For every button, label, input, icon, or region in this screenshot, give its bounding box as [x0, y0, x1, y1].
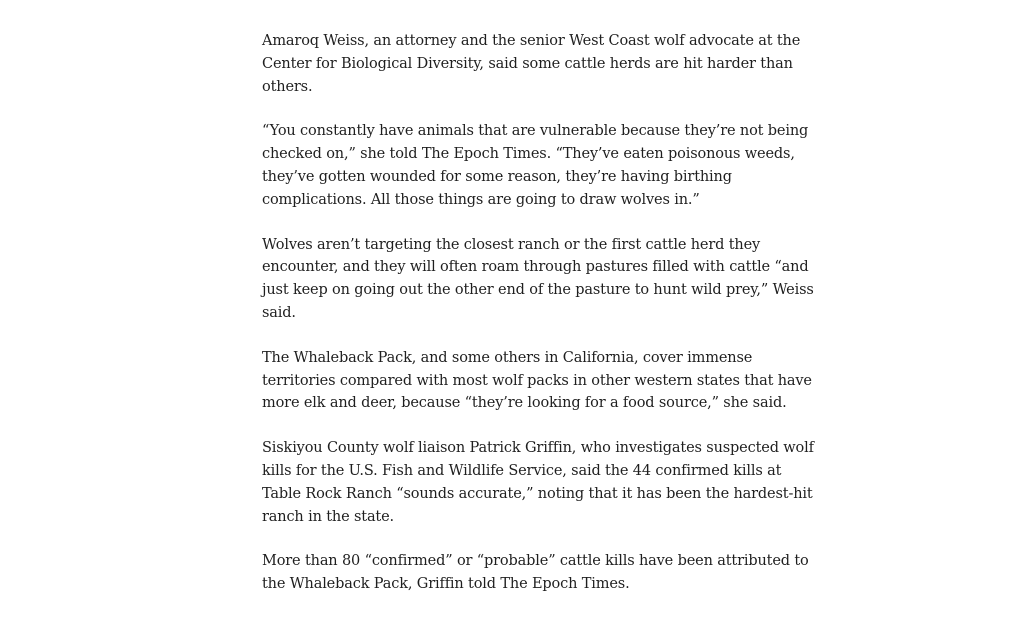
article-paragraph: More than 80 “confirmed” or “probable” cattle kills have been attributed to the Whaleback Pack, Griffin told The Epoch Times. [262, 553, 809, 593]
article-body [262, 30, 822, 618]
article-paragraph: The Whaleback Pack, and some others in California, cover immense territories compared with most wolf packs in other western states that have more elk and deer, because “they’re looking for a food source,” she said. [262, 349, 812, 412]
article-paragraph: Wolves aren’t targeting the closest ranch or the first cattle herd they encounter, and they will often roam through pastures filled with cattle “and just keep on going out the other end of the pasture to hunt wild prey,” Weiss said. [262, 236, 814, 321]
article-paragraph: Amaroq Weiss, an attorney and the senior West Coast wolf advocate at the Center for Biological Diversity, said some cattle herds are hit harder than others. [262, 33, 801, 95]
article-paragraph: Siskiyou County wolf liaison Patrick Griffin, who investigates suspected wolf kills for the U.S. Fish and Wildlife Service, said the 44 confirmed kills at Table Rock Ranch “sounds accurate,” noting that it has been the hardest-hit ranch in the state. [262, 440, 814, 525]
article-paragraph: “You constantly have animals that are vulnerable because they’re not being checked on,” she told The Epoch Times. “They’ve eaten poisonous weeds, they’ve gotten wounded for some reason, they’re having birthing complications. All those things are going to draw wolves in.” [262, 123, 809, 208]
